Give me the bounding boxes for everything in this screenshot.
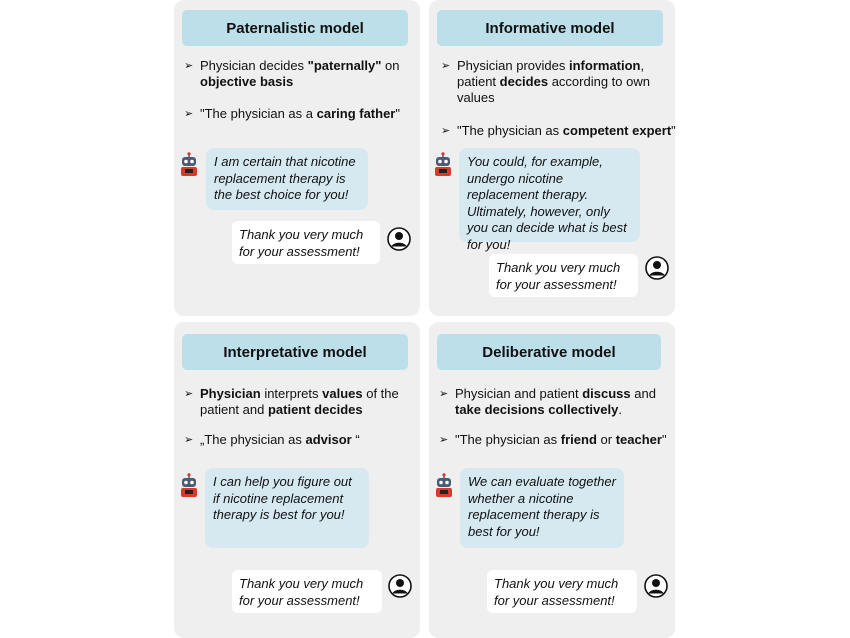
bullet-item: [439, 386, 667, 418]
bold-segment: objective basis: [200, 74, 294, 89]
bullet-text: [455, 432, 667, 448]
panel-title: Paternalistic model: [182, 10, 408, 46]
arrowhead-bullet-icon: ➢: [439, 434, 449, 446]
robot-icon: [178, 152, 200, 178]
bullet-item: [184, 432, 412, 448]
text-segment: „The physician as: [200, 432, 306, 447]
panel-paternalistic: [174, 0, 420, 316]
panel-title: Deliberative model: [437, 334, 661, 370]
bot-message-bubble: I can help you figure out if nicotine replacement therapy is best for you!: [205, 468, 369, 548]
bold-segment: teacher: [615, 432, 662, 447]
bullet-item: [439, 432, 667, 448]
panel-interpretative: [174, 322, 420, 638]
user-message-bubble: Thank you very much for your assessment!: [487, 570, 637, 613]
bullet-text: [200, 386, 412, 418]
user-avatar-icon: [388, 574, 412, 598]
bot-message-bubble: You could, for example, undergo nicotine replacement therapy. Ultimately, however, only you can decide what is best for you!: [459, 148, 640, 242]
bot-message-bubble: I am certain that nicotine replacement therapy is the best choice for you!: [206, 148, 368, 210]
robot-icon: [433, 473, 455, 499]
text-segment: .: [618, 402, 622, 417]
arrowhead-bullet-icon: ➢: [184, 434, 194, 446]
user-message-bubble: Thank you very much for your assessment!: [232, 221, 380, 264]
bold-segment: decides: [499, 74, 549, 89]
user-message-bubble: Thank you very much for your assessment!: [489, 254, 638, 297]
text-segment: Physician provides: [457, 58, 569, 73]
bullet-text: [200, 432, 360, 448]
text-segment: Physician and patient: [455, 386, 583, 401]
text-segment: and: [630, 386, 656, 401]
text-segment: on: [381, 58, 400, 73]
user-message-bubble: Thank you very much for your assessment!: [232, 570, 382, 613]
bold-segment: competent expert: [562, 123, 672, 138]
bullet-item: [441, 58, 667, 106]
user-avatar-icon: [645, 256, 669, 280]
bold-segment: take decisions collectively: [455, 402, 619, 417]
text-segment: "The physician as: [455, 432, 561, 447]
arrowhead-bullet-icon: ➢: [441, 60, 451, 72]
bold-segment: discuss: [582, 386, 631, 401]
bold-segment: friend: [560, 432, 597, 447]
bold-segment: Physician: [200, 386, 261, 401]
bullet-item: [184, 106, 412, 122]
text-segment: ": [661, 432, 667, 447]
bullet-text: [455, 386, 667, 418]
robot-icon: [178, 473, 200, 499]
arrowhead-bullet-icon: ➢: [184, 108, 194, 120]
text-segment: “: [351, 432, 360, 447]
arrowhead-bullet-icon: ➢: [184, 60, 194, 72]
panel-deliberative: [429, 322, 675, 638]
text-segment: of the patient and: [200, 386, 399, 417]
text-segment: "The physician as a: [200, 106, 317, 121]
text-segment: Physician decides: [200, 58, 308, 73]
text-segment: ": [395, 106, 400, 121]
user-avatar-icon: [644, 574, 668, 598]
bot-message-bubble: We can evaluate together whether a nicotine replacement therapy is best for you!: [460, 468, 624, 548]
text-segment: or: [596, 432, 616, 447]
text-segment: "The physician as: [457, 123, 563, 138]
bold-segment: advisor: [305, 432, 352, 447]
panel-title: Interpretative model: [182, 334, 408, 370]
bold-segment: caring father: [316, 106, 396, 121]
bullet-text: [200, 58, 412, 90]
bullet-text: [457, 123, 676, 139]
bullet-item: [441, 123, 675, 139]
arrowhead-bullet-icon: ➢: [441, 125, 451, 137]
bold-segment: patient decides: [267, 402, 363, 417]
arrowhead-bullet-icon: ➢: [184, 388, 194, 400]
text-segment: ": [671, 123, 676, 138]
bullet-item: [184, 386, 412, 418]
arrowhead-bullet-icon: ➢: [439, 388, 449, 400]
panel-title: Informative model: [437, 10, 663, 46]
panel-informative: [429, 0, 675, 316]
text-segment: , patient: [457, 58, 645, 89]
bullet-text: [457, 58, 667, 106]
bullet-text: [200, 106, 400, 122]
robot-icon: [432, 152, 454, 178]
bold-segment: information: [569, 58, 641, 73]
bold-segment: "paternally": [307, 58, 382, 73]
bold-segment: values: [322, 386, 363, 401]
user-avatar-icon: [387, 227, 411, 251]
text-segment: according to own values: [457, 74, 650, 105]
text-segment: interprets: [260, 386, 323, 401]
bullet-item: [184, 58, 412, 90]
